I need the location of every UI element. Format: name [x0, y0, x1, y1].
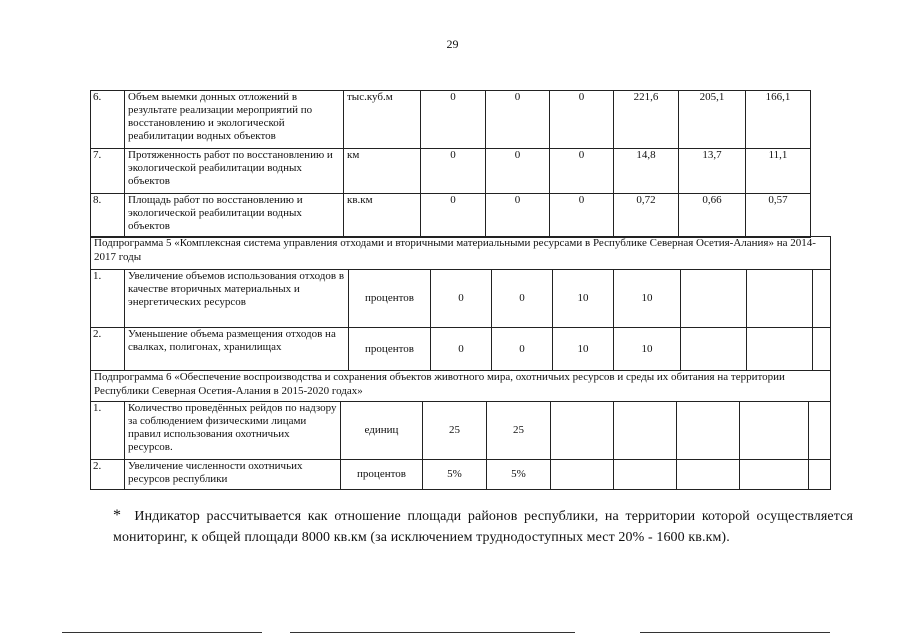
- indicators-table-subprogram-6: [90, 370, 831, 490]
- footnote: [113, 505, 853, 548]
- value-cell: 221,6: [614, 91, 679, 149]
- unit-cell: км: [344, 149, 421, 194]
- empty-cell: [614, 402, 677, 460]
- empty-cell: [809, 460, 831, 490]
- subprogram-5-title: Подпрограмма 5 «Комплексная система управления отходами и вторичными материальными ресурсами в Республике Северная Осетия-Алания» на 2014-2017 годы: [91, 237, 831, 270]
- value-cell: 25: [487, 402, 551, 460]
- row-number: 2.: [91, 460, 125, 490]
- value-cell: 0: [421, 91, 486, 149]
- value-cell: 5%: [487, 460, 551, 490]
- indicator-description: Увеличение численности охотничьих ресурсов республики: [125, 460, 341, 490]
- empty-cell: [747, 328, 813, 371]
- unit-cell: единиц: [341, 402, 423, 460]
- value-cell: 10: [553, 328, 614, 371]
- indicator-description: Протяженность работ по восстановлению и экологической реабилитации водных объектов: [125, 149, 344, 194]
- empty-cell: [813, 270, 831, 328]
- value-cell: 0,72: [614, 194, 679, 238]
- empty-cell: [809, 402, 831, 460]
- value-cell: 13,7: [679, 149, 746, 194]
- table-row: [91, 328, 831, 371]
- empty-cell: [813, 328, 831, 371]
- empty-cell: [681, 328, 747, 371]
- subprogram-6-title: Подпрограмма 6 «Обеспечение воспроизводства и сохранения объектов животного мира, охотничьих ресурсов и среды их обитания на территории Республики Северная Осетия-Алания в 2015-2020 годах»: [91, 371, 831, 402]
- value-cell: 0: [550, 194, 614, 238]
- value-cell: 5%: [423, 460, 487, 490]
- row-number: 7.: [91, 149, 125, 194]
- empty-cell: [681, 270, 747, 328]
- empty-cell: [747, 270, 813, 328]
- table-row: [91, 270, 831, 328]
- value-cell: 0: [421, 149, 486, 194]
- table-row: [91, 91, 811, 149]
- table-row: [91, 402, 831, 460]
- empty-cell: [677, 402, 740, 460]
- value-cell: 0: [550, 149, 614, 194]
- row-number: 1.: [91, 402, 125, 460]
- indicators-table-top: [90, 90, 811, 238]
- empty-cell: [740, 460, 809, 490]
- unit-cell: кв.км: [344, 194, 421, 238]
- value-cell: 0: [492, 270, 553, 328]
- row-number: 2.: [91, 328, 125, 371]
- value-cell: 11,1: [746, 149, 811, 194]
- footnote-asterisk: *: [113, 507, 122, 524]
- row-number: 1.: [91, 270, 125, 328]
- value-cell: 166,1: [746, 91, 811, 149]
- footnote-text: Индикатор рассчитывается как отношение площади районов республики, на территории которой осуществляется мониторинг, к общей площади 8000 кв.км (за исключением труднодоступных мест 20% - 1600 кв.км).: [113, 509, 853, 545]
- value-cell: 10: [614, 328, 681, 371]
- value-cell: 0: [421, 194, 486, 238]
- value-cell: 0: [431, 270, 492, 328]
- unit-cell: процентов: [341, 460, 423, 490]
- empty-cell: [551, 402, 614, 460]
- value-cell: 0: [550, 91, 614, 149]
- indicator-description: Площадь работ по восстановлению и экологической реабилитации водных объектов: [125, 194, 344, 238]
- row-number: 6.: [91, 91, 125, 149]
- value-cell: 205,1: [679, 91, 746, 149]
- value-cell: 0: [486, 194, 550, 238]
- value-cell: 0,57: [746, 194, 811, 238]
- table-row: [91, 149, 811, 194]
- value-cell: 0: [431, 328, 492, 371]
- page-number: 29: [446, 37, 459, 51]
- indicators-table-subprogram-5: [90, 236, 831, 371]
- indicator-description: Уменьшение объема размещения отходов на свалках, полигонах, хранилищах: [125, 328, 349, 371]
- value-cell: 0: [486, 149, 550, 194]
- table-row: [91, 194, 811, 238]
- value-cell: 10: [614, 270, 681, 328]
- indicator-description: Объем выемки донных отложений в результате реализации мероприятий по восстановлению и экологической реабилитации водных объектов: [125, 91, 344, 149]
- unit-cell: процентов: [349, 270, 431, 328]
- subprogram-header-row: [91, 371, 831, 402]
- table-row: [91, 460, 831, 490]
- row-number: 8.: [91, 194, 125, 238]
- value-cell: 0,66: [679, 194, 746, 238]
- empty-cell: [551, 460, 614, 490]
- value-cell: 0: [492, 328, 553, 371]
- value-cell: 0: [486, 91, 550, 149]
- scan-edge-line: [640, 632, 830, 633]
- unit-cell: тыс.куб.м: [344, 91, 421, 149]
- subprogram-header-row: [91, 237, 831, 270]
- scan-edge-line: [62, 632, 262, 633]
- value-cell: 10: [553, 270, 614, 328]
- indicator-description: Увеличение объемов использования отходов в качестве вторичных материальных и энергетических ресурсов: [125, 270, 349, 328]
- empty-cell: [740, 402, 809, 460]
- value-cell: 14,8: [614, 149, 679, 194]
- empty-cell: [677, 460, 740, 490]
- scan-edge-line: [290, 632, 575, 633]
- value-cell: 25: [423, 402, 487, 460]
- indicator-description: Количество проведённых рейдов по надзору за соблюдением физическими лицами правил использования охотничьих ресурсов.: [125, 402, 341, 460]
- empty-cell: [614, 460, 677, 490]
- unit-cell: процентов: [349, 328, 431, 371]
